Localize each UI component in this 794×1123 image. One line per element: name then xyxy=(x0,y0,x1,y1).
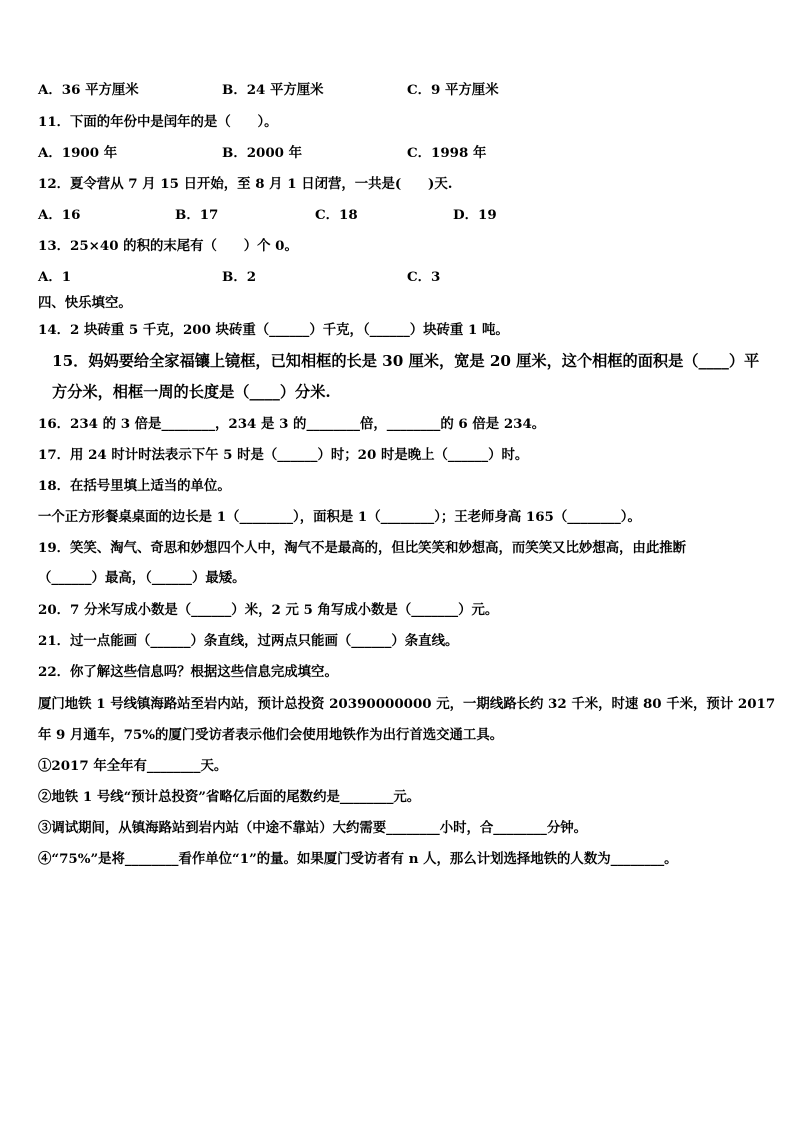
q19-line-2: （______）最高，（______）最矮。 xyxy=(38,570,246,586)
q19-line-1: 19．笑笑、淘气、奇思和妙想四个人中，淘气不是最高的，但比笑笑和妙想高，而笑笑又比妙想高，由此推断 xyxy=(38,540,686,556)
q10-option-c: C．9 平方厘米 xyxy=(407,82,499,98)
q13-stem: 13．25×40 的积的末尾有（ ）个 0。 xyxy=(38,238,298,254)
q15-line-1: 15．妈妈要给全家福镶上镜框，已知相框的长是 30 厘米，宽是 20 厘米，这个相框的面积是（____）平 xyxy=(52,352,760,370)
q10-option-a: A．36 平方厘米 xyxy=(38,82,139,98)
q12-option-d: D．19 xyxy=(453,207,497,223)
q20-text: 20．7 分米写成小数是（______）米，2 元 5 角写成小数是（_______）元。 xyxy=(38,602,499,618)
q22-info-line-1: 厦门地铁 1 号线镇海路站至岩内站，预计总投资 20390000000 元，一期线路长约 32 千米，时速 80 千米，预计 2017 xyxy=(38,696,776,712)
q22-sub-4: ④“75%”是将________看作单位“1”的量。如果厦门受访者有 n 人，那么计划选择地铁的人数为________。 xyxy=(38,851,678,867)
q22-sub-2: ②地铁 1 号线“预计总投资”省略亿后面的尾数约是________元。 xyxy=(38,789,421,805)
q22-sub-3: ③调试期间，从镇海路站到岩内站（中途不靠站）大约需要________小时，合________分钟。 xyxy=(38,820,588,836)
q12-option-a: A．16 xyxy=(38,207,81,223)
q11-option-c: C．1998 年 xyxy=(407,145,487,161)
q16-text: 16．234 的 3 倍是________，234 是 3 的________倍，________的 6 倍是 234。 xyxy=(38,416,546,432)
q12-option-c: C．18 xyxy=(315,207,358,223)
q12-stem: 12．夏令营从 7 月 15 日开始，至 8 月 1 日闭营，一共是( )天. xyxy=(38,176,453,192)
q17-text: 17．用 24 时计时法表示下午 5 时是（______）时；20 时是晚上（______）时。 xyxy=(38,447,529,463)
q13-option-c: C．3 xyxy=(407,269,441,285)
q15-line-2: 方分米，相框一周的长度是（____）分米. xyxy=(52,383,331,401)
q11-option-a: A．1900 年 xyxy=(38,145,118,161)
q22-stem: 22．你了解这些信息吗？根据这些信息完成填空。 xyxy=(38,664,338,680)
q22-info-line-2: 年 9 月通车，75%的厦门受访者表示他们会使用地铁作为出行首选交通工具。 xyxy=(38,727,504,743)
q22-sub-1: ①2017 年全年有________天。 xyxy=(38,758,228,774)
q13-option-b: B．2 xyxy=(222,269,257,285)
q21-text: 21．过一点能画（______）条直线，过两点只能画（______）条直线。 xyxy=(38,633,459,649)
q18-fill-line: 一个正方形餐桌桌面的边长是 1（________），面积是 1（________）；王老师身高 165（________）。 xyxy=(38,509,641,525)
q12-option-b: B．17 xyxy=(175,207,219,223)
q14-text: 14．2 块砖重 5 千克，200 块砖重（______）千克，（______）块砖重 1 吨。 xyxy=(38,322,509,338)
section-4-title: 四、快乐填空。 xyxy=(38,295,132,311)
q10-option-b: B．24 平方厘米 xyxy=(222,82,324,98)
q11-option-b: B．2000 年 xyxy=(222,145,303,161)
q13-option-a: A．1 xyxy=(38,269,72,285)
q18-stem: 18．在括号里填上适当的单位。 xyxy=(38,478,231,494)
q11-stem: 11．下面的年份中是闰年的是（ ）。 xyxy=(38,114,278,130)
